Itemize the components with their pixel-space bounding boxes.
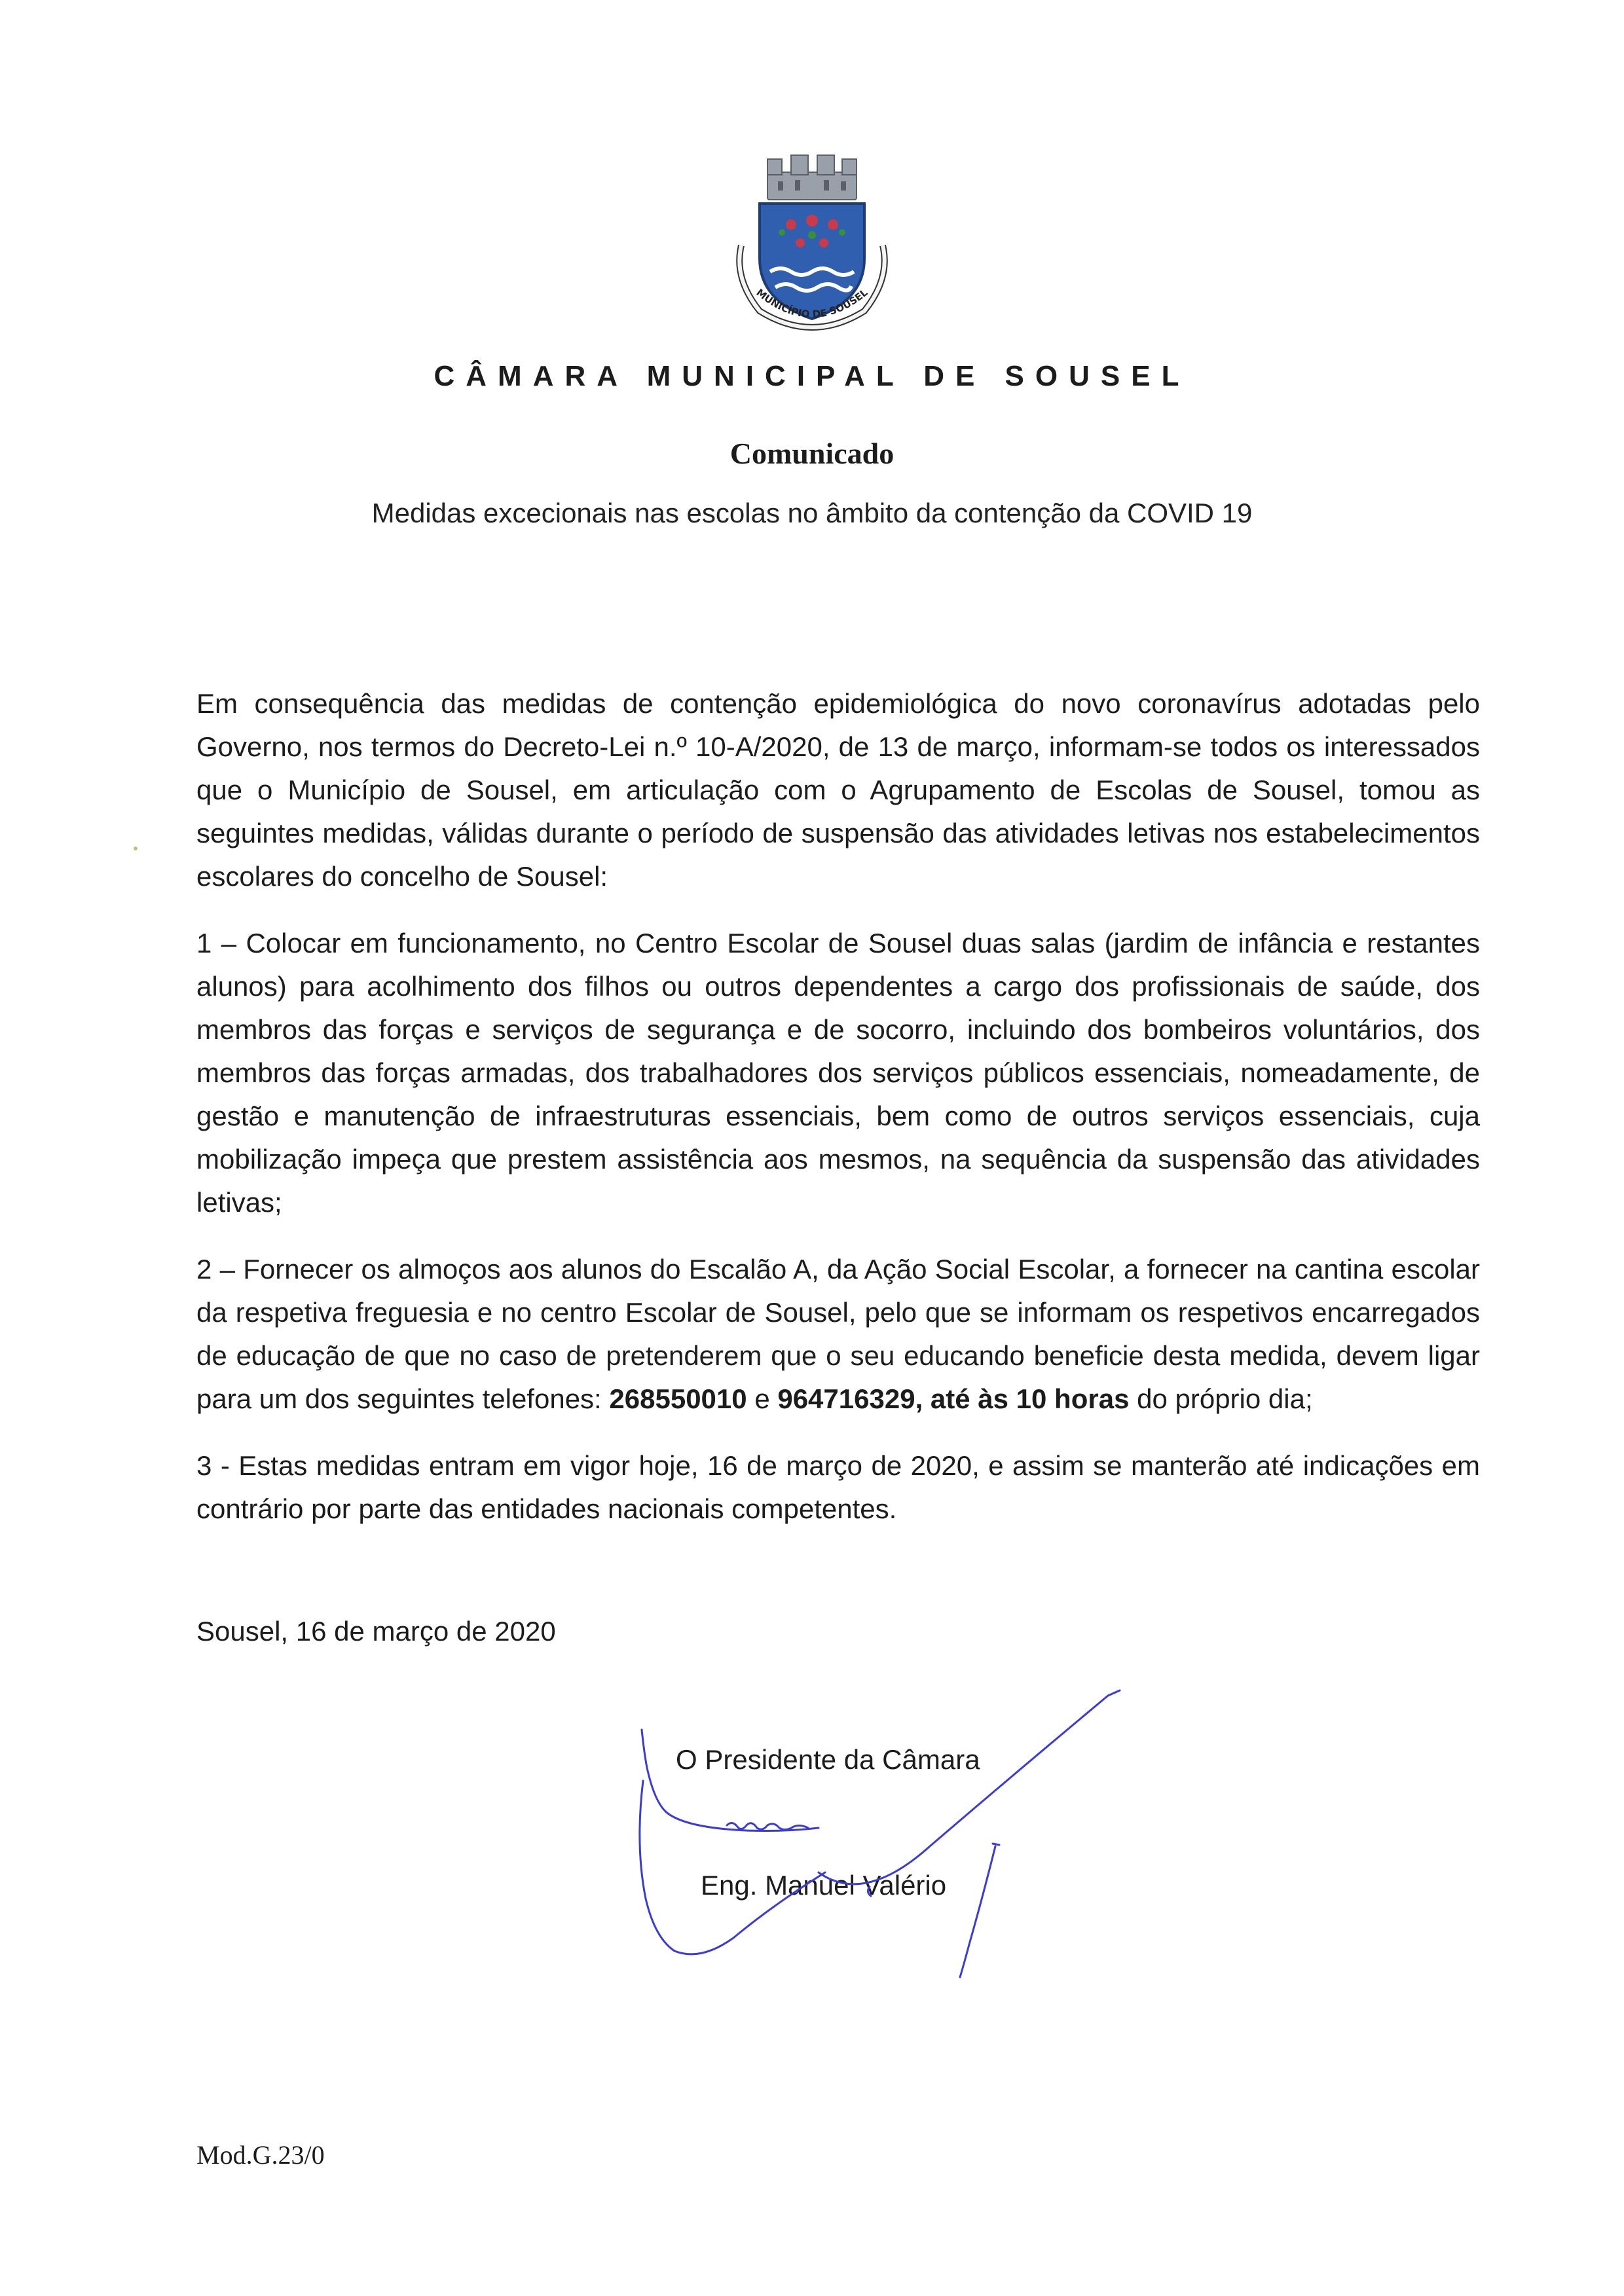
document-subtitle: Medidas excecionais nas escolas no âmbito da contenção da COVID 19: [371, 498, 1253, 528]
signer-name: Eng. Manuel Valério: [701, 1870, 947, 1901]
municipal-crest-logo: [727, 147, 897, 344]
scan-speck: [134, 847, 138, 850]
document-body: [196, 682, 1480, 1554]
measure-1-paragraph: 1 – Colocar em funcionamento, no Centro Escolar de Sousel duas salas (jardim de infância e restantes alunos) para acolhimento dos filhos ou outros dependentes a cargo dos profissionais de saúde, dos membros das forças e serviços de segurança e de socorro, incluindo dos bombeiros voluntários, dos membros das forças armadas, dos trabalhadores dos serviços públicos essenciais, nomeadamente, de gestão e manutenção de infraestruturas essenciais, bem como de outros serviços essenciais, cuja mobilização impeça que prestem assistência aos mesmos, na sequência da suspensão das atividades letivas;: [196, 928, 1480, 1218]
form-code: Mod.G.23/0: [196, 2140, 325, 2170]
organization-name: CÂMARA MUNICIPAL DE SOUSEL: [434, 360, 1190, 392]
handwritten-signature: [629, 1676, 1126, 1990]
conjunction-text: e: [754, 1383, 770, 1414]
intro-paragraph: Em consequência das medidas de contenção epidemiológica do novo coronavírus adotadas pelo Governo, nos termos do Decreto-Lei n.º 10-A/2020, de 13 de março, informam-se todos os interessados que o Município de Sousel, em articulação com o Agrupamento de Escolas de Sousel, tomou as seguintes medidas, válidas durante o período de suspensão das atividades letivas nos estabelecimentos escolares do concelho de Sousel:: [196, 688, 1480, 892]
phone-number-2: 964716329: [777, 1383, 915, 1414]
document-title: Comunicado: [729, 437, 895, 470]
signer-role: O Presidente da Câmara: [676, 1744, 980, 1775]
measure-3-paragraph: 3 - Estas medidas entram em vigor hoje, 16 de março de 2020, e assim se manterão até indicações em contrário por parte das entidades nacionais competentes.: [196, 1450, 1480, 1524]
crest-caption: MUNICÍPIO DE SOUSEL: [754, 286, 870, 321]
place-and-date: Sousel, 16 de março de 2020: [196, 1616, 556, 1647]
measure-2-text: 2 – Fornecer os almoços aos alunos do Escalão A, da Ação Social Escolar, a fornecer na cantina escolar da respetiva freguesia e no centro Escolar de Sousel, pelo que se informam os respetivos encarregados de educação de que no caso de pretenderem que o seu educando beneficie desta medida, devem ligar para um dos seguintes telefones:: [196, 1254, 1480, 1414]
phone-number-1: 268550010: [609, 1383, 747, 1414]
measure-2-paragraph: [196, 1248, 1480, 1421]
measure-2-ending: do próprio dia;: [1137, 1383, 1313, 1414]
deadline-text: , até às 10 horas: [915, 1383, 1130, 1414]
